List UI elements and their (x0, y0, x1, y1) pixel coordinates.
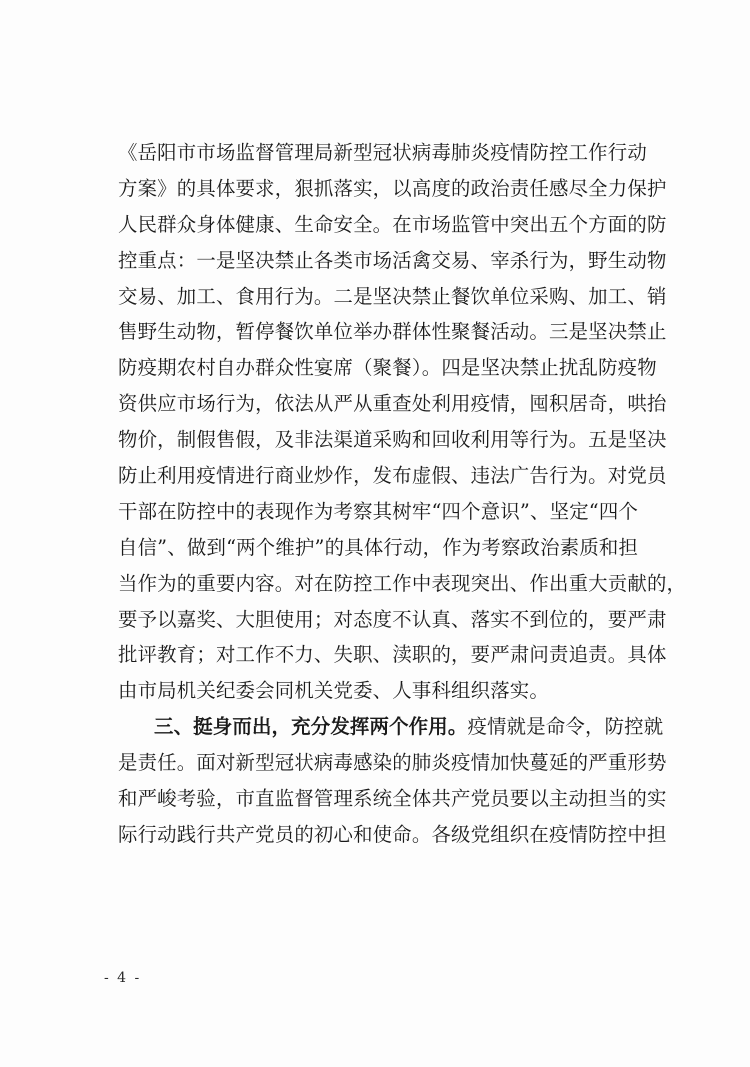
text-line: 资供应市场行为，依法从严从重查处利用疫情，囤积居奇，哄抬 (118, 392, 667, 416)
text-line: 物价，制假售假，及非法渠道采购和回收利用等行为。五是坚决 (118, 428, 667, 452)
section-heading: 三、挺身而出，充分发挥两个作用。 (154, 715, 468, 739)
text-line: 方案》的具体要求，狠抓落实，以高度的政治责任感尽全力保护 (118, 176, 667, 200)
text-line: 批评教育；对工作不力、失职、渎职的，要严肃问责追责。具体 (118, 643, 667, 667)
page-number: - 4 - (104, 970, 142, 986)
text-line: 防疫期农村自办群众性宴席（聚餐）。四是坚决禁止扰乱防疫物 (118, 356, 657, 380)
text-line: 人民群众身体健康、生命安全。在市场监管中突出五个方面的防 (118, 212, 667, 236)
body-text (118, 135, 687, 853)
text-line: 防止利用疫情进行商业炒作，发布虚假、违法广告行为。对党员 (118, 464, 667, 488)
text-line: 自信”、做到“两个维护”的具体行动，作为考察政治素质和担 (118, 535, 639, 559)
text-line: 交易、加工、食用行为。二是坚决禁止餐饮单位采购、加工、销 (118, 284, 667, 308)
section-heading-continuation: 疫情就是命令，防控就 (467, 715, 664, 739)
text-line: 《岳阳市市场监督管理局新型冠状病毒肺炎疫情防控工作行动 (118, 141, 647, 164)
text-line: 干部在防控中的表现作为考察其树牢“四个意识”、坚定“四个 (118, 499, 639, 523)
text-line: 是责任。面对新型冠状病毒感染的肺炎疫情加快蔓延的严重形势 (118, 751, 667, 775)
text-line: 控重点：一是坚决禁止各类市场活禽交易、宰杀行为，野生动物 (118, 248, 667, 272)
text-line: 际行动践行共产党员的初心和使命。各级党组织在疫情防控中担 (118, 822, 667, 846)
text-line: 要予以嘉奖、大胆使用；对态度不认真、落实不到位的，要严肃 (118, 607, 667, 631)
text-line: 和严峻考验，市直监督管理系统全体共产党员要以主动担当的实 (118, 787, 667, 811)
text-line: 售野生动物，暂停餐饮单位举办群体性聚餐活动。三是坚决禁止 (118, 320, 667, 344)
text-line: 当作为的重要内容。对在防控工作中表现突出、作出重大贡献的， (118, 571, 687, 595)
text-line: 由市局机关纪委会同机关党委、人事科组织落实。 (118, 679, 549, 703)
section-heading-line (118, 709, 664, 745)
